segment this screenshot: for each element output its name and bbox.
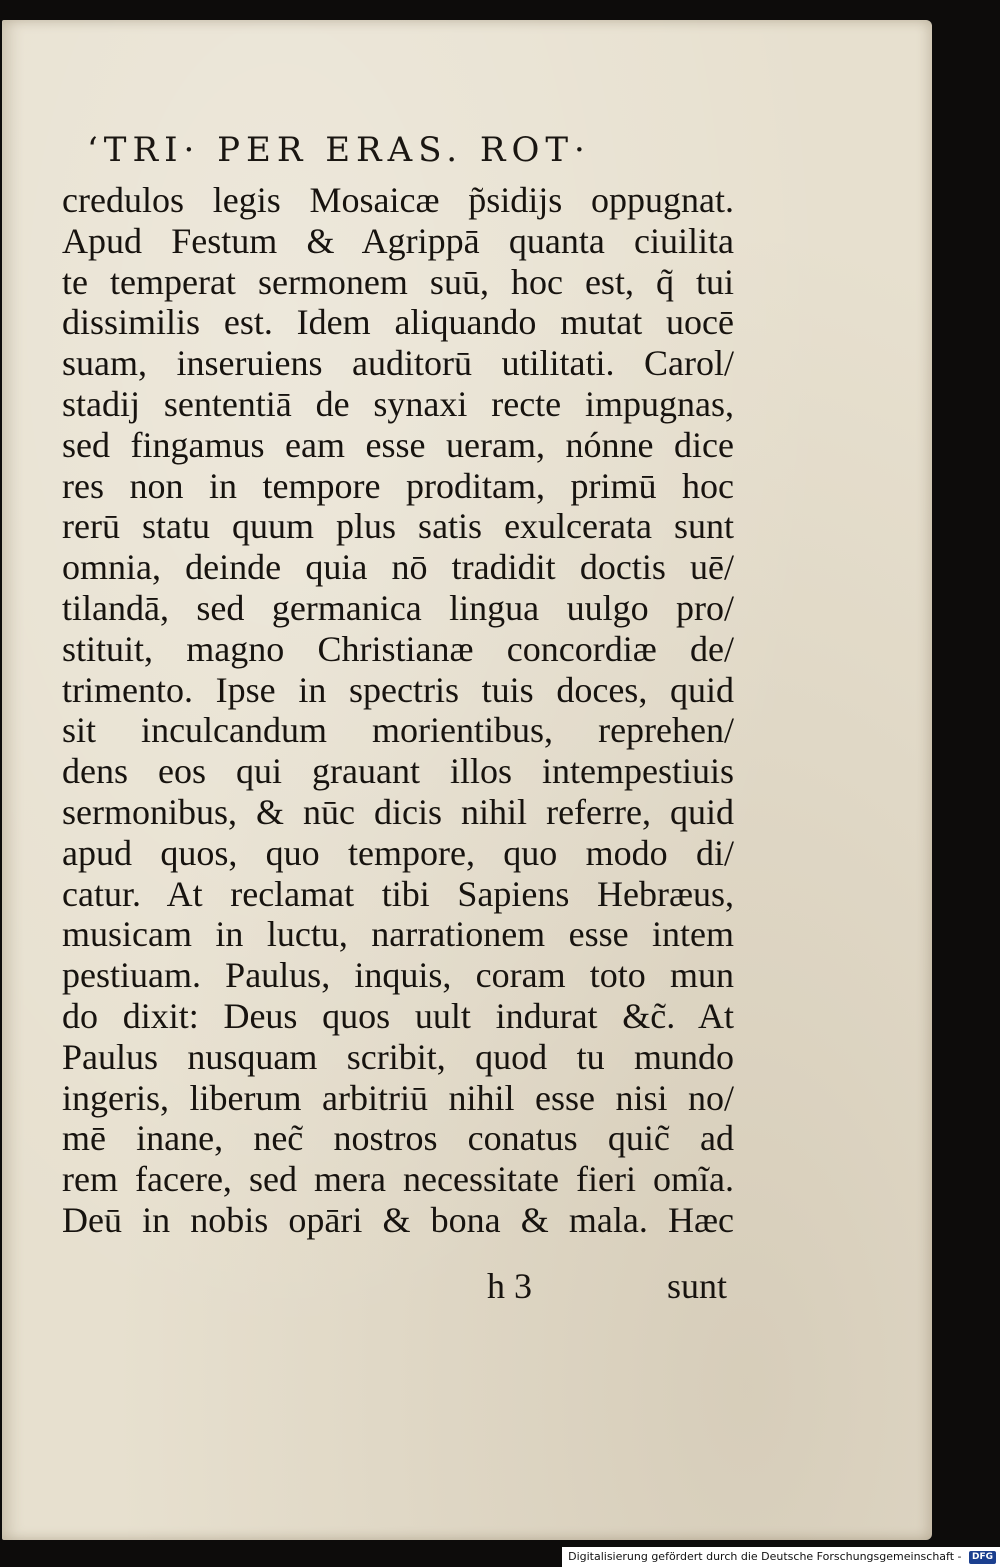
text-line: tilandā, sed germanica lingua uulgo pro/: [62, 587, 734, 628]
text-line: dens eos qui grauant illos intempestiuis: [62, 751, 734, 792]
text-line: res non in tempore proditam, primū hoc: [62, 465, 734, 506]
text-line: apud quos, quo tempore, quo modo di/: [62, 832, 734, 873]
text-line: trimento. Ipse in spectris tuis doces, quid: [62, 669, 734, 710]
dfg-logo: DFG: [969, 1551, 996, 1564]
text-line: stituit, magno Christianæ concordiæ de/: [62, 628, 734, 669]
book-page: [2, 20, 932, 1540]
signature-mark: h 3: [487, 1266, 532, 1306]
credit-text: Digitalisierung gefördert durch die Deutsche Forschungsgemeinschaft -: [568, 1550, 962, 1563]
text-line: mē inane, nec̃ nostros conatus quic̃ ad: [62, 1118, 734, 1159]
text-line: sermonibus, & nūc dicis nihil referre, quid: [62, 791, 734, 832]
text-line: pestiuam. Paulus, inquis, coram toto mun: [62, 955, 734, 996]
text-line: dissimilis est. Idem aliquando mutat uocē: [62, 302, 734, 343]
text-line: stadij sententiā de synaxi recte impugnas,: [62, 383, 734, 424]
text-line: sed fingamus eam esse ueram, nónne dice: [62, 424, 734, 465]
text-line: rem facere, sed mera necessitate fieri omĩa.: [62, 1159, 734, 1200]
text-line: ingeris, liberum arbitriū nihil esse nisi no/: [62, 1077, 734, 1118]
text-line: credulos legis Mosaicæ p̃sidijs oppugnat.: [62, 180, 734, 220]
text-line: te temperat sermonem suū, hoc est, q̃ tui: [62, 261, 734, 302]
text-line: rerū statu quum plus satis exulcerata sunt: [62, 506, 734, 547]
digitization-credit: [562, 1547, 1000, 1567]
text-line: Apud Festum & Agrippā quanta ciuilita: [62, 220, 734, 261]
text-line: musicam in luctu, narrationem esse intem: [62, 914, 734, 955]
text-line: catur. At reclamat tibi Sapiens Hebræus,: [62, 873, 734, 914]
text-line: omnia, deinde quia nō tradidit doctis uē/: [62, 547, 734, 588]
text-line: sit inculcandum morientibus, reprehen/: [62, 710, 734, 751]
text-block: [62, 180, 734, 1241]
running-head: ‘TRI· PER ERAS. ROT·: [87, 130, 591, 170]
catchword: sunt: [666, 1266, 727, 1306]
text-line: Paulus nusquam scribit, quod tu mundo: [62, 1036, 734, 1077]
text-line: Deū in nobis opāri & bona & mala. Hæc: [62, 1199, 734, 1240]
text-line: do dixit: Deus quos uult indurat &c̃. At: [62, 995, 734, 1036]
text-line: suam, inseruiens auditorū utilitati. Carol/: [62, 343, 734, 384]
